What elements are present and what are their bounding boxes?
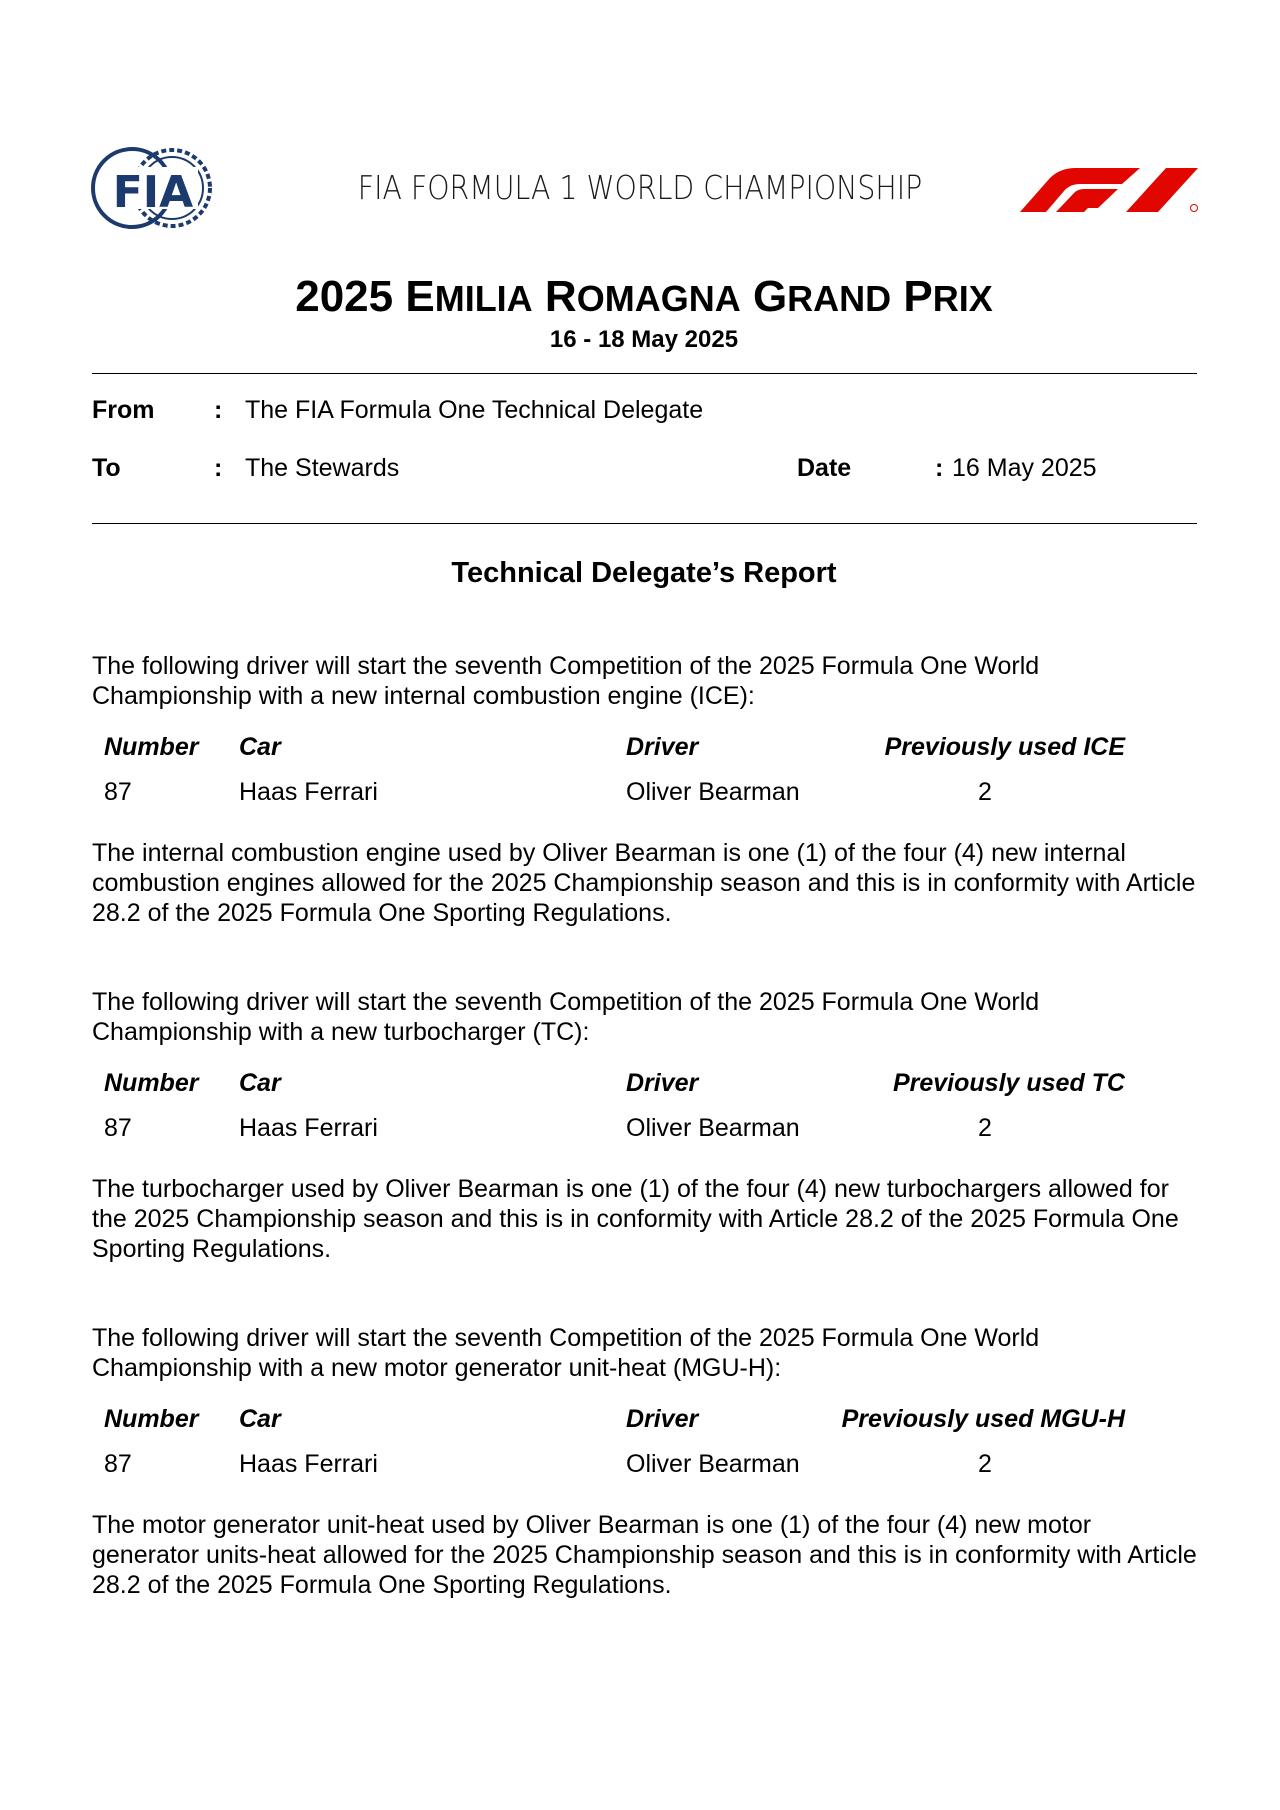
section-tc-header-prev: Previously used TC [892, 1069, 1125, 1097]
section-tc-note: The turbocharger used by Oliver Bearman is one (1) of the four (4) new turbochargers allowed for the 2025 Championship season and this is in conformity with Article 28.2 of the 2025 Formula One Sporting Regulations. [92, 1175, 1179, 1263]
section-mguh-note: The motor generator unit-heat used by Oliver Bearman is one (1) of the four (4) new motor generator units-heat allowed for the 2025 Championship season and this is in conformity with Article 28.2 of the 2025 Formula One Sporting Regulations. [92, 1511, 1197, 1599]
section-tc-row-car: Haas Ferrari [239, 1114, 378, 1142]
event-year: 2025 [295, 272, 394, 321]
event-word-grand-rest: RAND [787, 278, 892, 319]
section-mguh-row-prev: 2 [978, 1450, 992, 1478]
event-word-romagna-rest: OMAGNA [576, 278, 741, 319]
section-ice-note: The internal combustion engine used by Oliver Bearman is one (1) of the four (4) new internal combustion engines allowed for the 2025 Championship season and this is in conformity with Article 28.2 of the 2025 Formula One Sporting Regulations. [92, 839, 1196, 927]
event-word-prix-initial: P [903, 272, 933, 321]
from-value: The FIA Formula One Technical Delegate [245, 396, 704, 424]
event-word-grand [753, 272, 891, 321]
date-label: Date [797, 454, 852, 482]
date-colon: : [935, 454, 944, 482]
section-ice-intro: The following driver will start the seventh Competition of the 2025 Formula One World Championship with a new internal combustion engine (ICE): [92, 652, 1040, 710]
report-title: Technical Delegate’s Report [451, 557, 837, 589]
section-tc-row-prev: 2 [978, 1114, 992, 1142]
section-mguh-intro: The following driver will start the seventh Competition of the 2025 Formula One World Championship with a new motor generator unit-heat (MGU-H): [92, 1324, 1040, 1382]
section-mguh-row-car: Haas Ferrari [239, 1450, 378, 1478]
event-word-emilia-rest: MILIA [434, 278, 533, 319]
event-word-prix [903, 272, 992, 321]
to-value: The Stewards [245, 454, 400, 482]
section-mguh-header-driver: Driver [626, 1405, 699, 1433]
section-tc-intro: The following driver will start the seventh Competition of the 2025 Formula One World Championship with a new turbocharger (TC): [92, 988, 1040, 1046]
section-tc-header-driver: Driver [626, 1069, 699, 1097]
section-mguh-header-prev: Previously used MGU-H [841, 1405, 1125, 1433]
divider-top [92, 373, 1197, 374]
championship-title: FIA FORMULA 1 WORLD CHAMPIONSHIP [357, 168, 923, 207]
event-word-romagna [545, 272, 741, 321]
section-ice-header-driver: Driver [626, 733, 699, 761]
section-tc-header-number: Number [104, 1069, 199, 1097]
section-ice-header-number: Number [104, 733, 199, 761]
event-dates: 16 - 18 May 2025 [549, 326, 739, 353]
section-ice-row-prev: 2 [978, 778, 992, 806]
from-colon: : [214, 396, 223, 424]
event-word-emilia-initial: E [405, 272, 435, 321]
event-word-prix-rest: RIX [932, 278, 993, 319]
section-ice-header-prev: Previously used ICE [884, 733, 1125, 761]
section-ice-header-car: Car [239, 733, 281, 761]
section-tc-header-car: Car [239, 1069, 281, 1097]
to-colon: : [214, 454, 223, 482]
section-mguh-row-driver: Oliver Bearman [626, 1450, 800, 1478]
section-tc-row-number: 87 [104, 1114, 132, 1142]
fia-logo-text: FIA [112, 167, 194, 218]
section-mguh-row-number: 87 [104, 1450, 132, 1478]
section-tc-row-driver: Oliver Bearman [626, 1114, 800, 1142]
section-mguh-header-car: Car [239, 1405, 281, 1433]
event-word-romagna-initial: R [544, 272, 577, 321]
event-word-emilia [405, 272, 532, 321]
date-value: 16 May 2025 [952, 454, 1097, 482]
event-word-grand-initial: G [752, 272, 788, 321]
section-mguh-header-number: Number [104, 1405, 199, 1433]
event-title [0, 272, 1280, 322]
section-ice-row-driver: Oliver Bearman [626, 778, 800, 806]
f1-logo [1018, 164, 1200, 214]
from-label: From [92, 396, 155, 424]
section-ice-row-number: 87 [104, 778, 132, 806]
section-ice-row-car: Haas Ferrari [239, 778, 378, 806]
fia-logo [90, 145, 216, 231]
divider-bottom [92, 523, 1197, 524]
to-label: To [92, 454, 121, 482]
